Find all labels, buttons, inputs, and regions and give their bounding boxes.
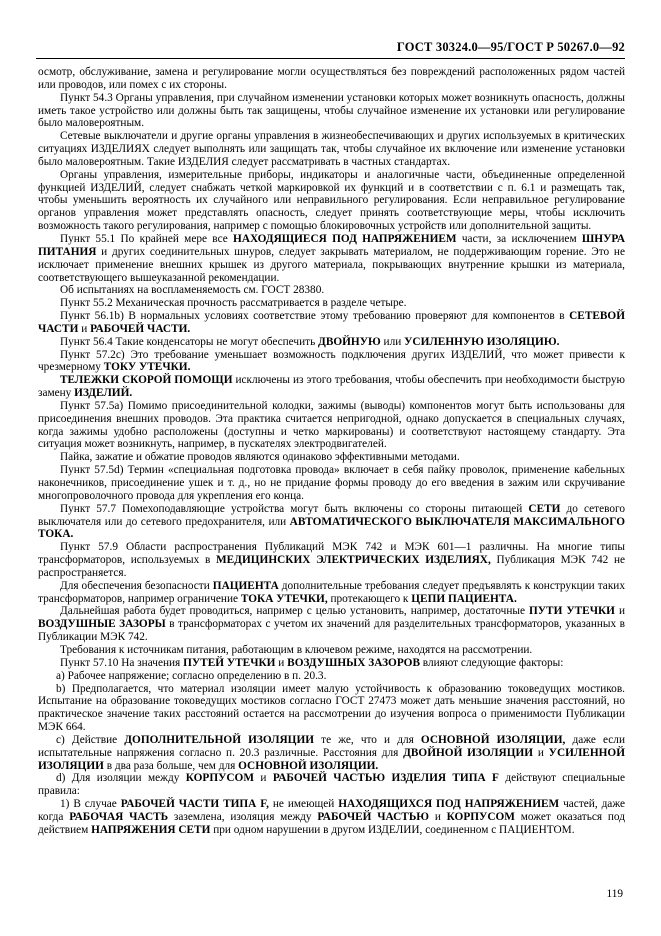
paragraph: Пункт 57.9 Области распространения Публикаций МЭК 742 и МЭК 601—1 различны. На многие типы трансформаторов, используемых в МЕДИЦИНСКИХ ЭЛЕКТРИЧЕСКИХ ИЗДЕЛИЯХ, Публикация МЭК 742 не распространяется.	[38, 541, 625, 579]
paragraph: Пункт 56.4 Такие конденсаторы не могут обеспечить ДВОЙНУЮ или УСИЛЕННУЮ ИЗОЛЯЦИЮ.	[60, 335, 560, 348]
paragraph: Пункт 55.1 По крайней мере все НАХОДЯЩИЕСЯ ПОД НАПРЯЖЕНИЕМ части, за исключением ШНУРА ПИТАНИЯ и других соединительных шнуров, следует закрывать материалом, не поддерживающим горение. Это не исключает применение внешних крышек из другого материала, покрывающих внутренние крышки из материала, соответствующего вышеуказанной рекомендации.	[38, 232, 626, 284]
paragraph: Пункт 57.10 На значения ПУТЕЙ УТЕЧКИ и ВОЗДУШНЫХ ЗАЗОРОВ влияют следующие факторы:	[60, 656, 564, 669]
page-header: ГОСТ 30324.0—95/ГОСТ Р 50267.0—92	[396, 40, 625, 54]
paragraph: Органы управления, измерительные приборы, индикаторы и аналогичные части, объединенные определенной функцией ИЗДЕЛИЙ, следует снабжать четкой маркировкой их функций и в соответствии с п. 6.1 и размещать так, чтобы уменьшить вероятность их случайного или неправильного регулирования. Если неправильное регулирование органов управления может представлять опасность, следует принять соответствующие меры, чтобы исключить возможность такого регулирования, например с помощью блокировочных устройств или дополнительной защиты.	[38, 168, 625, 233]
paragraph: Пункт 57.5d) Термин «специальная подготовка провода» включает в себя пайку проволок, применение кабельных наконечников, присоединение ушек и т. д., но не придание формы проводу до его введения в зажим или скручивание многопроволочного провода для укрепления его конца.	[38, 464, 625, 502]
paragraph: Сетевые выключатели и другие органы управления в жизнеобеспечивающих и других используемых в критических ситуациях ИЗДЕЛИЯХ следует выполнять или защищать так, чтобы случайное их включение или изменение установки было маловероятным. Такие ИЗДЕЛИЯ следует рассматривать в частных стандартах.	[38, 130, 625, 168]
paragraph: ТЕЛЕЖКИ СКОРОЙ ПОМОЩИ исключены из этого требования, чтобы обеспечить при необходимости быструю замену ИЗДЕЛИЙ.	[38, 374, 625, 400]
paragraph: осмотр, обслуживание, замена и регулирование могли осуществляться без повреждений расположенных рядом частей или проводов, или помех с их стороны.	[38, 66, 625, 91]
paragraph: Пайка, зажатие и обжатие проводов являются одинаково эффективными методами.	[60, 451, 460, 464]
list-item: с) Действие ДОПОЛНИТЕЛЬНОЙ ИЗОЛЯЦИИ те же, что и для ОСНОВНОЙ ИЗОЛЯЦИИ, даже если испытательные напряжения согласно п. 20.3 различные. Расстояния для ДВОЙНОЙ ИЗОЛЯЦИИ и УСИЛЕННОЙ ИЗОЛЯЦИИ в два раза больше, чем для ОСНОВНОЙ ИЗОЛЯЦИИ.	[38, 733, 625, 772]
paragraph: Дальнейшая работа будет проводиться, например с целью установить, например, достаточные ПУТИ УТЕЧКИ и ВОЗДУШНЫЕ ЗАЗОРЫ в трансформаторах с учетом их значений для разделительных трансформаторов, указанных в Публикации МЭК 742.	[38, 605, 625, 644]
paragraph: Пункт 57.2с) Это требование уменьшает возможность подключения других ИЗДЕЛИЙ, что может привести к чрезмерному ТОКУ УТЕЧКИ.	[38, 348, 625, 374]
paragraph: Пункт 54.3 Органы управления, при случайном изменении установки которых может возникнуть опасность, должны иметь такое устройство или должны быть так защищены, чтобы случайное изменение их установки или регулирование было маловероятным.	[38, 91, 625, 130]
list-item: b) Предполагается, что материал изоляции имеет малую устойчивость к образованию токоведущих мостиков. Испытание на образование токоведущих мостиков согласно ГОСТ 27473 может дать меньшие значения расстояний, но практическое значение таких расстояний остается на рассмотрении до изучения вопроса о применимости Публикации МЭК 664.	[38, 682, 625, 734]
paragraph: Требования к источникам питания, работающим в ключевом режиме, находятся на рассмотрении.	[60, 643, 533, 656]
page-body	[38, 66, 625, 837]
list-item: а) Рабочее напряжение; согласно определению в п. 20.3.	[56, 669, 327, 682]
sub-list-item: 1) В случае РАБОЧЕЙ ЧАСТИ ТИПА F, не имеющей НАХОДЯЩИХСЯ ПОД НАПРЯЖЕНИЕМ частей, даже когда РАБОЧАЯ ЧАСТЬ заземлена, изоляция между РАБОЧЕЙ ЧАСТЬЮ и КОРПУСОМ может оказаться под действием НАПРЯЖЕНИЯ СЕТИ при одном нарушении в другом ИЗДЕЛИИ, соединенном с ПАЦИЕНТОМ.	[38, 798, 625, 836]
header-rule	[36, 58, 625, 59]
paragraph: Для обеспечения безопасности ПАЦИЕНТА дополнительные требования следует предъявлять к конструкции таких трансформаторов, например ограничение ТОКА УТЕЧКИ, протекающего к ЦЕПИ ПАЦИЕНТА.	[38, 579, 626, 605]
paragraph: Пункт 57.5а) Помимо присоединительной колодки, зажимы (выводы) компонентов могут быть использованы для присоединения внешних проводов. Эта практика считается непригодной, однако допускается в специальных случаях, когда зажимы удобно расположены (доступны и четко маркированы) и соответствуют настоящему стандарту. Эта ситуация может возникнуть, например, в пускателях электродвигателей.	[38, 399, 625, 451]
page-number: 119	[606, 888, 623, 900]
paragraph: Пункт 57.7 Помехоподавляющие устройства могут быть включены со стороны питающей СЕТИ до сетевого выключателя или до сетевого предохранителя, или АВТОМАТИЧЕСКОГО ВЫКЛЮЧАТЕЛЯ МАКСИМАЛЬНОГО ТОКА.	[38, 502, 625, 541]
paragraph: Пункт 56.1b) В нормальных условиях соответствие этому требованию проверяют для компонентов в СЕТЕВОЙ ЧАСТИ и РАБОЧЕЙ ЧАСТИ.	[38, 310, 625, 335]
paragraph: Пункт 55.2 Механическая прочность рассматривается в разделе четыре.	[60, 297, 407, 310]
list-item: d) Для изоляции между КОРПУСОМ и РАБОЧЕЙ ЧАСТЬЮ ИЗДЕЛИЯ ТИПА F действуют специальные правила:	[38, 772, 625, 798]
paragraph: Об испытаниях на воспламеняемость см. ГОСТ 28380.	[60, 284, 325, 297]
